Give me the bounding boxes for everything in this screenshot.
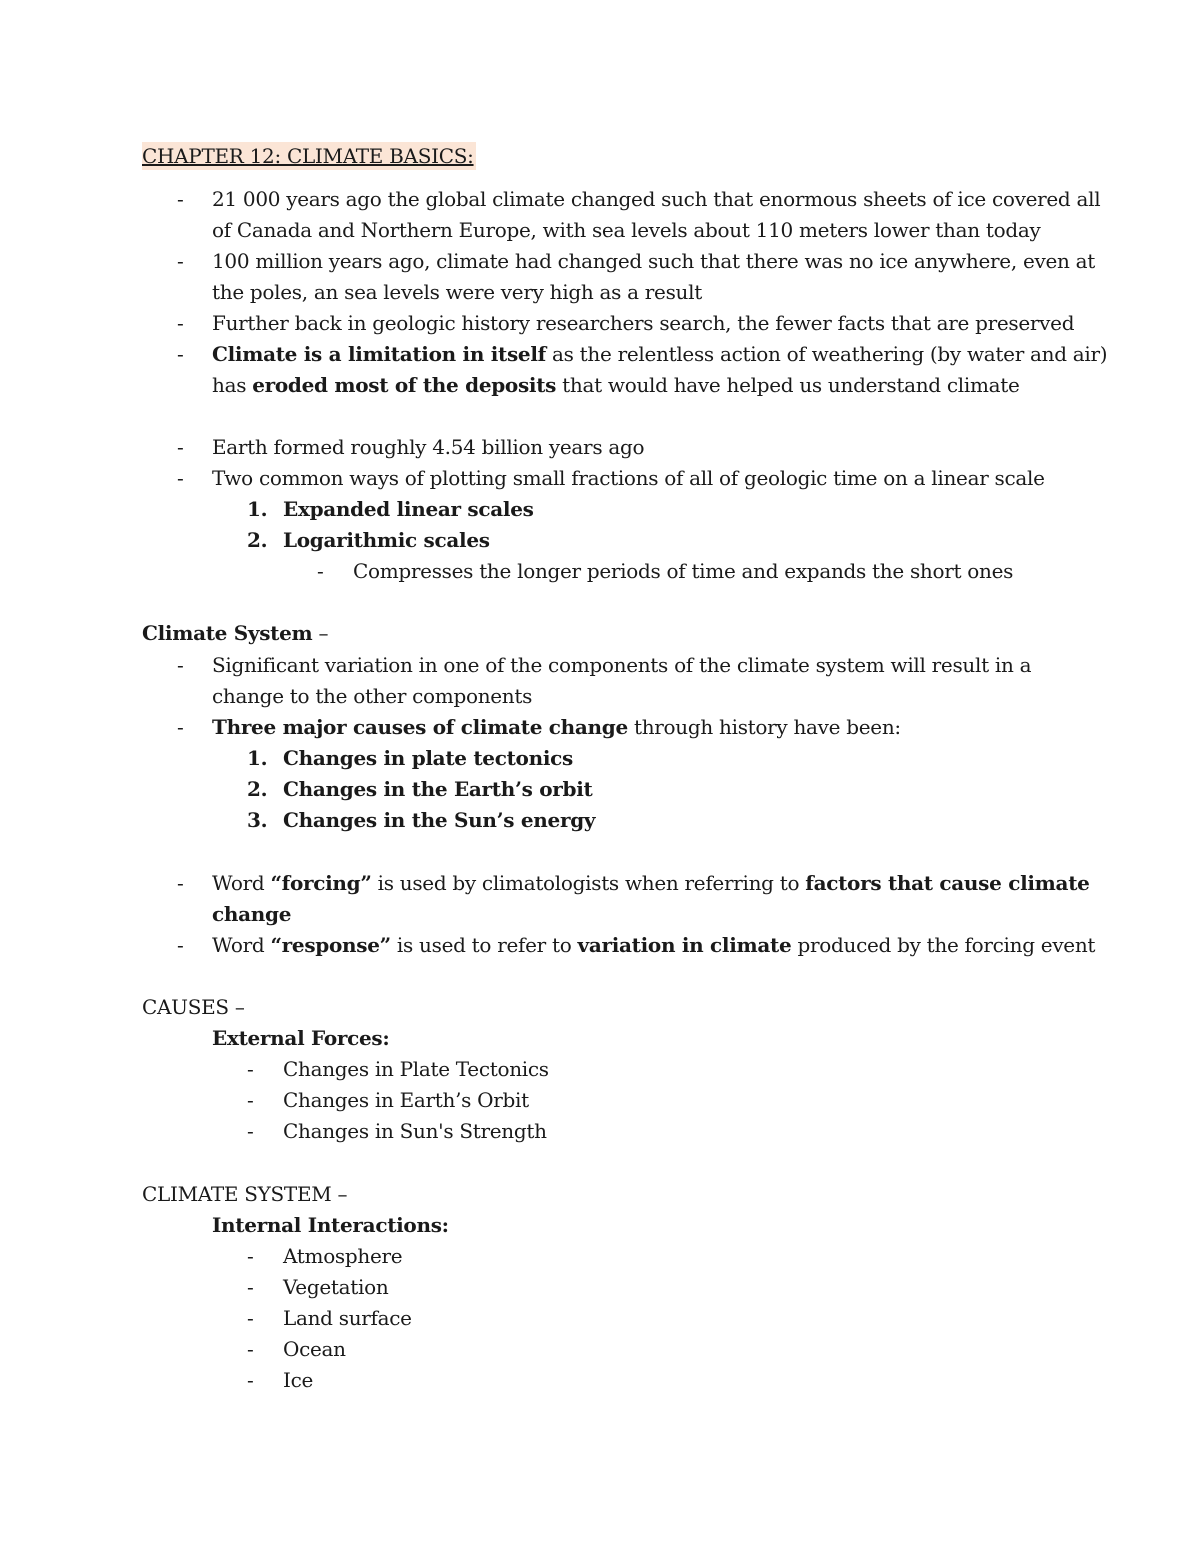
bullet-dash: - <box>177 435 184 459</box>
external-forces-heading: External Forces: <box>212 1026 390 1050</box>
heading-text: Climate System <box>142 621 313 645</box>
bold-phrase: Changes in plate tectonics <box>283 746 573 770</box>
bold-phrase: variation in climate <box>577 933 792 957</box>
item-text <box>283 495 534 523</box>
bullet-text: Further back in geologic history researchers search, the fewer facts that are preserved <box>212 311 1075 335</box>
climate-system-heading <box>142 619 328 647</box>
bullet-dash: - <box>247 1088 254 1112</box>
bullet-text: Significant variation in one of the components of the climate system will result in a <box>212 653 1032 677</box>
bold-phrase: Climate is a limitation in itself <box>212 342 546 366</box>
bullet-text <box>212 371 1020 399</box>
bullet-text <box>212 713 901 741</box>
bold-phrase: eroded most of the deposits <box>252 373 557 397</box>
text-segment: that would have helped us understand climate <box>556 373 1020 397</box>
bullet-dash: - <box>247 1275 254 1299</box>
bold-phrase: factors that cause climate <box>805 871 1090 895</box>
list-item-text: Vegetation <box>283 1275 389 1299</box>
bullet-dash: - <box>247 1306 254 1330</box>
bold-phrase: Three major causes of climate change <box>212 715 628 739</box>
bullet-dash: - <box>177 871 184 895</box>
bold-phrase: “response” <box>270 933 391 957</box>
bullet-dash: - <box>177 249 184 273</box>
bold-phrase: Logarithmic scales <box>283 528 490 552</box>
list-item-text: Ocean <box>283 1337 346 1361</box>
chapter-title: CHAPTER 12: CLIMATE BASICS: <box>142 144 474 168</box>
bullet-dash: - <box>177 311 184 335</box>
climate-system-caps-heading: CLIMATE SYSTEM – <box>142 1182 348 1206</box>
item-text <box>283 744 573 772</box>
list-item-text: Changes in Plate Tectonics <box>283 1057 549 1081</box>
list-item-text: Changes in Sun's Strength <box>283 1119 547 1143</box>
text-segment: through history have been: <box>627 715 901 739</box>
bold-phrase: Expanded linear scales <box>283 497 534 521</box>
text-segment: as the relentless action of weathering (by water and air) <box>545 342 1108 366</box>
bullet-text: 100 million years ago, climate had changed such that there was no ice anywhere, even at <box>212 249 1096 273</box>
bullet-text <box>212 869 1090 897</box>
bullet-text <box>212 900 291 928</box>
item-number: 2. <box>247 528 268 552</box>
text-segment: produced by the forcing event <box>791 933 1096 957</box>
internal-interactions-heading: Internal Interactions: <box>212 1213 449 1237</box>
item-text <box>283 775 592 803</box>
heading-suffix: – <box>312 621 329 645</box>
text-segment: Word <box>212 871 271 895</box>
bold-phrase: change <box>212 902 292 926</box>
item-number: 1. <box>247 746 268 770</box>
item-text <box>283 526 490 554</box>
bullet-text: Two common ways of plotting small fractions of all of geologic time on a linear scale <box>212 466 1045 490</box>
bullet-dash: - <box>247 1368 254 1392</box>
bullet-text <box>212 340 1107 368</box>
text-segment: Word <box>212 933 271 957</box>
bullet-dash: - <box>247 1244 254 1268</box>
list-item-text: Changes in Earth’s Orbit <box>283 1088 529 1112</box>
list-item-text: Land surface <box>283 1306 412 1330</box>
bullet-dash: - <box>247 1337 254 1361</box>
bullet-dash: - <box>177 187 184 211</box>
bold-phrase: Changes in the Sun’s energy <box>283 808 596 832</box>
bullet-dash: - <box>177 342 184 366</box>
item-number: 3. <box>247 808 268 832</box>
bullet-dash: - <box>317 559 324 583</box>
bullet-dash: - <box>177 715 184 739</box>
item-number: 1. <box>247 497 268 521</box>
causes-heading: CAUSES – <box>142 995 245 1019</box>
bold-phrase: Changes in the Earth’s orbit <box>283 777 593 801</box>
text-segment: is used to refer to <box>390 933 578 957</box>
bullet-text: change to the other components <box>212 684 533 708</box>
bullet-dash: - <box>247 1057 254 1081</box>
bullet-text: the poles, an sea levels were very high as a result <box>212 280 702 304</box>
item-text <box>283 806 595 834</box>
bold-phrase: “forcing” <box>270 871 372 895</box>
text-segment: is used by climatologists when referring to <box>371 871 806 895</box>
bullet-dash: - <box>177 933 184 957</box>
bullet-text <box>212 931 1095 959</box>
bullet-dash: - <box>247 1119 254 1143</box>
item-number: 2. <box>247 777 268 801</box>
list-item-text: Ice <box>283 1368 314 1392</box>
bullet-text: of Canada and Northern Europe, with sea levels about 110 meters lower than today <box>212 218 1041 242</box>
bullet-text: Compresses the longer periods of time and expands the short ones <box>353 559 1014 583</box>
text-segment: has <box>212 373 253 397</box>
bullet-dash: - <box>177 466 184 490</box>
list-item-text: Atmosphere <box>283 1244 403 1268</box>
bullet-text: Earth formed roughly 4.54 billion years ago <box>212 435 645 459</box>
bullet-text: 21 000 years ago the global climate changed such that enormous sheets of ice covered all <box>212 187 1101 211</box>
bullet-dash: - <box>177 653 184 677</box>
